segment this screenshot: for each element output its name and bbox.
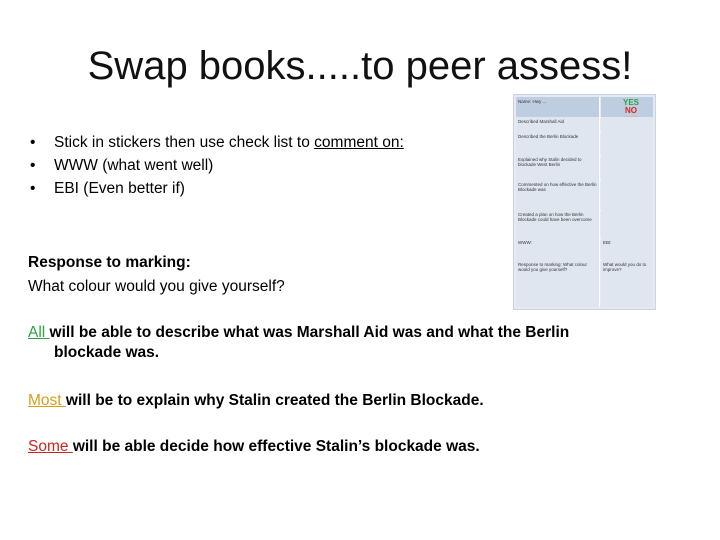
checklist-criterion: Explained why Stalin decided to blockade West Berlin [516, 155, 600, 180]
instruction-emphasis: comment on: [314, 134, 404, 151]
outcome-all-text: will be able to describe what was Marshall Aid was and what the Berlin [49, 324, 570, 341]
no-label: NO [625, 106, 637, 115]
response-block [28, 251, 285, 299]
response-heading: Response to marking: [28, 254, 191, 271]
checklist-criterion: Described Marshall Aid [516, 117, 600, 132]
slide-title: Swap books.....to peer assess! [87, 44, 633, 88]
checklist-row [516, 180, 653, 211]
instruction-text: Stick in stickers then use check list to [54, 134, 315, 151]
instruction-text: WWW (what went well) [54, 157, 214, 174]
outcome-most-text: will be to explain why Stalin created the Berlin Blockade. [65, 392, 484, 409]
outcome-all-text-cont: blockade was. [54, 344, 160, 361]
checklist-row [516, 155, 653, 181]
outcome-some-text: will be able decide how effective Stalin’s blockade was. [72, 438, 480, 455]
checklist-response-row [516, 260, 653, 307]
yes-label: YES [622, 98, 639, 107]
checklist-ebi-label: EBI: [601, 238, 653, 260]
bullet-dot: • [30, 134, 36, 151]
instruction-list [28, 131, 404, 200]
outcome-most [28, 391, 668, 411]
checklist-response-right: What would you do to improve? [601, 260, 653, 307]
outcome-most-keyword: Most [28, 392, 66, 409]
checklist-response-left: Response to marking: What colour would you give yourself? [516, 260, 600, 307]
instruction-text: EBI (Even better if) [54, 180, 185, 197]
bullet-dot: • [30, 157, 36, 174]
instruction-item [28, 177, 404, 200]
checklist-criterion: Created a plan on how the Berlin Blockade could have been overcome [516, 210, 600, 238]
bullet-dot: • [30, 180, 36, 197]
checklist-row [516, 117, 653, 133]
checklist-header-row [516, 97, 653, 118]
outcome-all-keyword: All [28, 324, 50, 341]
checklist-thumbnail [513, 94, 656, 310]
outcome-all [28, 323, 668, 363]
checklist-www-ebi-row [516, 238, 653, 261]
response-question: What colour would you give yourself? [28, 278, 285, 295]
checklist-criterion: Commented on how effective the Berlin Blockade was [516, 180, 600, 210]
instruction-item [28, 131, 404, 154]
outcome-some-keyword: Some [28, 438, 73, 455]
outcome-some [28, 437, 668, 457]
instruction-item [28, 154, 404, 177]
checklist-row [516, 132, 653, 156]
checklist-row [516, 210, 653, 239]
checklist-name-label: Name: Hwy ... [516, 97, 600, 117]
checklist-criterion: Described the Berlin Blockade [516, 132, 600, 155]
checklist-www-label: WWW: [516, 238, 600, 260]
